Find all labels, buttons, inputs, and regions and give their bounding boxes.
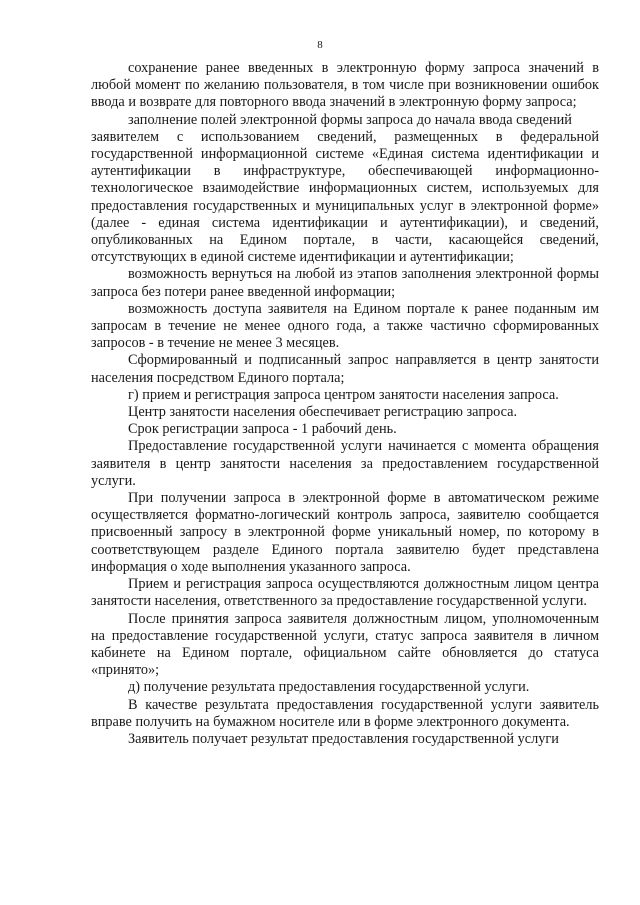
paragraph: Прием и регистрация запроса осуществляются должностным лицом центра занятости населения, ответственного за предоставление государственной услуги.	[91, 576, 599, 610]
paragraph: Центр занятости населения обеспечивает регистрацию запроса.	[128, 404, 518, 421]
paragraph: В качестве результата предоставления государственной услуги заявитель вправе получить на бумажном носителе или в форме электронного документа.	[91, 696, 599, 730]
paragraph: возможность вернуться на любой из этапов заполнения электронной формы запроса без потери ранее введенной информации;	[91, 266, 599, 300]
paragraph: Срок регистрации запроса - 1 рабочий день.	[128, 421, 397, 438]
page-number: 8	[317, 39, 323, 51]
paragraph: Заявитель получает результат предоставления государственной услуги	[128, 730, 559, 747]
document-body	[91, 60, 599, 748]
paragraph: д) получение результата предоставления государственной услуги.	[128, 679, 530, 696]
paragraph: заявителем с использованием сведений, размещенных в федеральной государственной информационной системе «Единая система идентификации и аутентификации в инфраструктуре, обеспечивающей информационно-технологическое взаимодействие информационных систем, используемых для предоставления государственных и муниципальных услуг в электронной форме» (далее - единая система идентификации и аутентификации), и сведений, опубликованных на Едином портале, в части, касающейся сведений, отсутствующих в единой системе идентификации и аутентификации;	[91, 128, 599, 266]
paragraph: сохранение ранее введенных в электронную форму запроса значений в любой момент по желанию пользователя, в том числе при возникновении ошибок ввода и возврате для повторного ввода значений в электронную форму запроса;	[91, 60, 599, 111]
paragraph: После принятия запроса заявителя должностным лицом, уполномоченным на предоставление государственной услуги, статус запроса заявителя в личном кабинете на Едином портале, официальном сайте обновляется до статуса «принято»;	[91, 610, 599, 679]
paragraph: возможность доступа заявителя на Едином портале к ранее поданным им запросам в течение не менее одного года, а также частично сформированных запросов - в течение не менее 3 месяцев.	[91, 300, 599, 352]
paragraph: заполнение полей электронной формы запроса до начала ввода сведений	[128, 111, 572, 128]
paragraph: При получении запроса в электронной форме в автоматическом режиме осуществляется форматно-логический контроль запроса, заявителю сообщается присвоенный запросу в электронной форме уникальный номер, по которому в соответствующем разделе Единого портала заявителю будет представлена информация о ходе выполнения указанного запроса.	[91, 490, 599, 575]
paragraph: Предоставление государственной услуги начинается с момента обращения заявителя в центр занятости населения за предоставлением государственной услуги.	[91, 438, 599, 489]
paragraph: Сформированный и подписанный запрос направляется в центр занятости населения посредством Единого портала;	[91, 352, 599, 386]
paragraph: г) прием и регистрация запроса центром занятости населения запроса.	[128, 386, 559, 403]
